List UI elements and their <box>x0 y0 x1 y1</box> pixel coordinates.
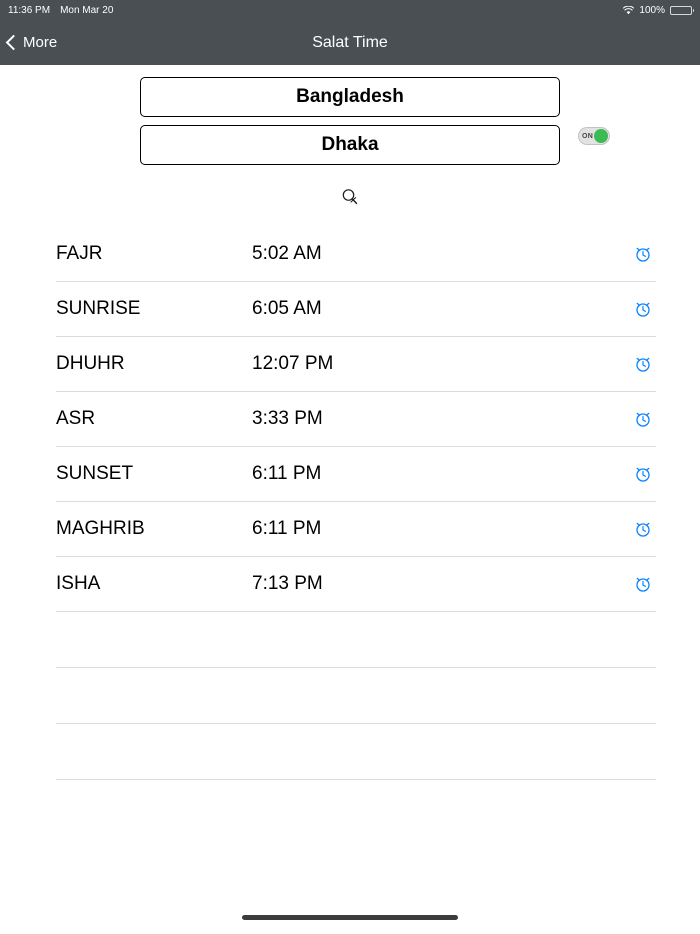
prayer-time: 6:11 PM <box>252 463 322 484</box>
main-content <box>0 65 700 900</box>
city-selector-label: Dhaka <box>321 134 379 155</box>
table-row[interactable] <box>56 227 656 282</box>
status-date: Mon Mar 20 <box>60 4 114 16</box>
prayer-time: 6:05 AM <box>252 298 322 319</box>
prayer-name: FAJR <box>56 243 103 264</box>
prayer-times-table <box>56 227 656 780</box>
wifi-icon <box>623 6 634 15</box>
table-row-empty <box>56 612 656 668</box>
battery-percent: 100% <box>639 4 665 16</box>
home-indicator-area <box>0 900 700 934</box>
back-button[interactable] <box>0 34 57 51</box>
prayer-time: 12:07 PM <box>252 353 334 374</box>
alarm-clock-icon[interactable] <box>630 575 656 593</box>
table-row[interactable] <box>56 502 656 557</box>
page-title: Salat Time <box>312 33 388 51</box>
back-button-label: More <box>23 34 58 51</box>
alarm-clock-icon[interactable] <box>630 520 656 538</box>
table-row[interactable] <box>56 392 656 447</box>
table-row[interactable] <box>56 447 656 502</box>
location-toggle-label: ON <box>582 132 594 140</box>
prayer-time: 3:33 PM <box>252 408 323 429</box>
alarm-clock-icon[interactable] <box>630 465 656 483</box>
alarm-clock-icon[interactable] <box>630 355 656 373</box>
prayer-time: 5:02 AM <box>252 243 322 264</box>
country-selector[interactable] <box>140 77 560 117</box>
prayer-name: SUNRISE <box>56 298 141 319</box>
city-selector[interactable] <box>140 125 560 165</box>
city-selector-row <box>0 117 700 165</box>
country-selector-label: Bangladesh <box>296 86 404 107</box>
table-row[interactable] <box>56 337 656 392</box>
battery-icon <box>670 6 692 15</box>
prayer-time: 7:13 PM <box>252 573 323 594</box>
location-selectors <box>0 65 700 165</box>
status-bar <box>0 0 700 20</box>
table-row-empty <box>56 668 656 724</box>
prayer-name: DHUHR <box>56 353 125 374</box>
search-row <box>0 187 700 207</box>
location-toggle-knob <box>594 129 608 143</box>
alarm-clock-icon[interactable] <box>630 245 656 263</box>
prayer-time: 6:11 PM <box>252 518 322 539</box>
table-row-empty <box>56 724 656 780</box>
country-selector-row <box>0 77 700 117</box>
location-toggle[interactable] <box>578 127 610 145</box>
search-icon[interactable] <box>340 187 360 207</box>
chevron-left-icon <box>6 35 22 51</box>
alarm-clock-icon[interactable] <box>630 300 656 318</box>
prayer-name: ISHA <box>56 573 101 594</box>
prayer-name: ASR <box>56 408 96 429</box>
nav-bar <box>0 20 700 65</box>
table-row[interactable] <box>56 557 656 612</box>
prayer-name: SUNSET <box>56 463 134 484</box>
status-bar-right <box>623 5 692 16</box>
status-bar-left <box>8 5 113 16</box>
table-row[interactable] <box>56 282 656 337</box>
status-time: 11:36 PM <box>8 4 51 16</box>
prayer-name: MAGHRIB <box>56 518 145 539</box>
alarm-clock-icon[interactable] <box>630 410 656 428</box>
home-indicator[interactable] <box>242 915 458 920</box>
